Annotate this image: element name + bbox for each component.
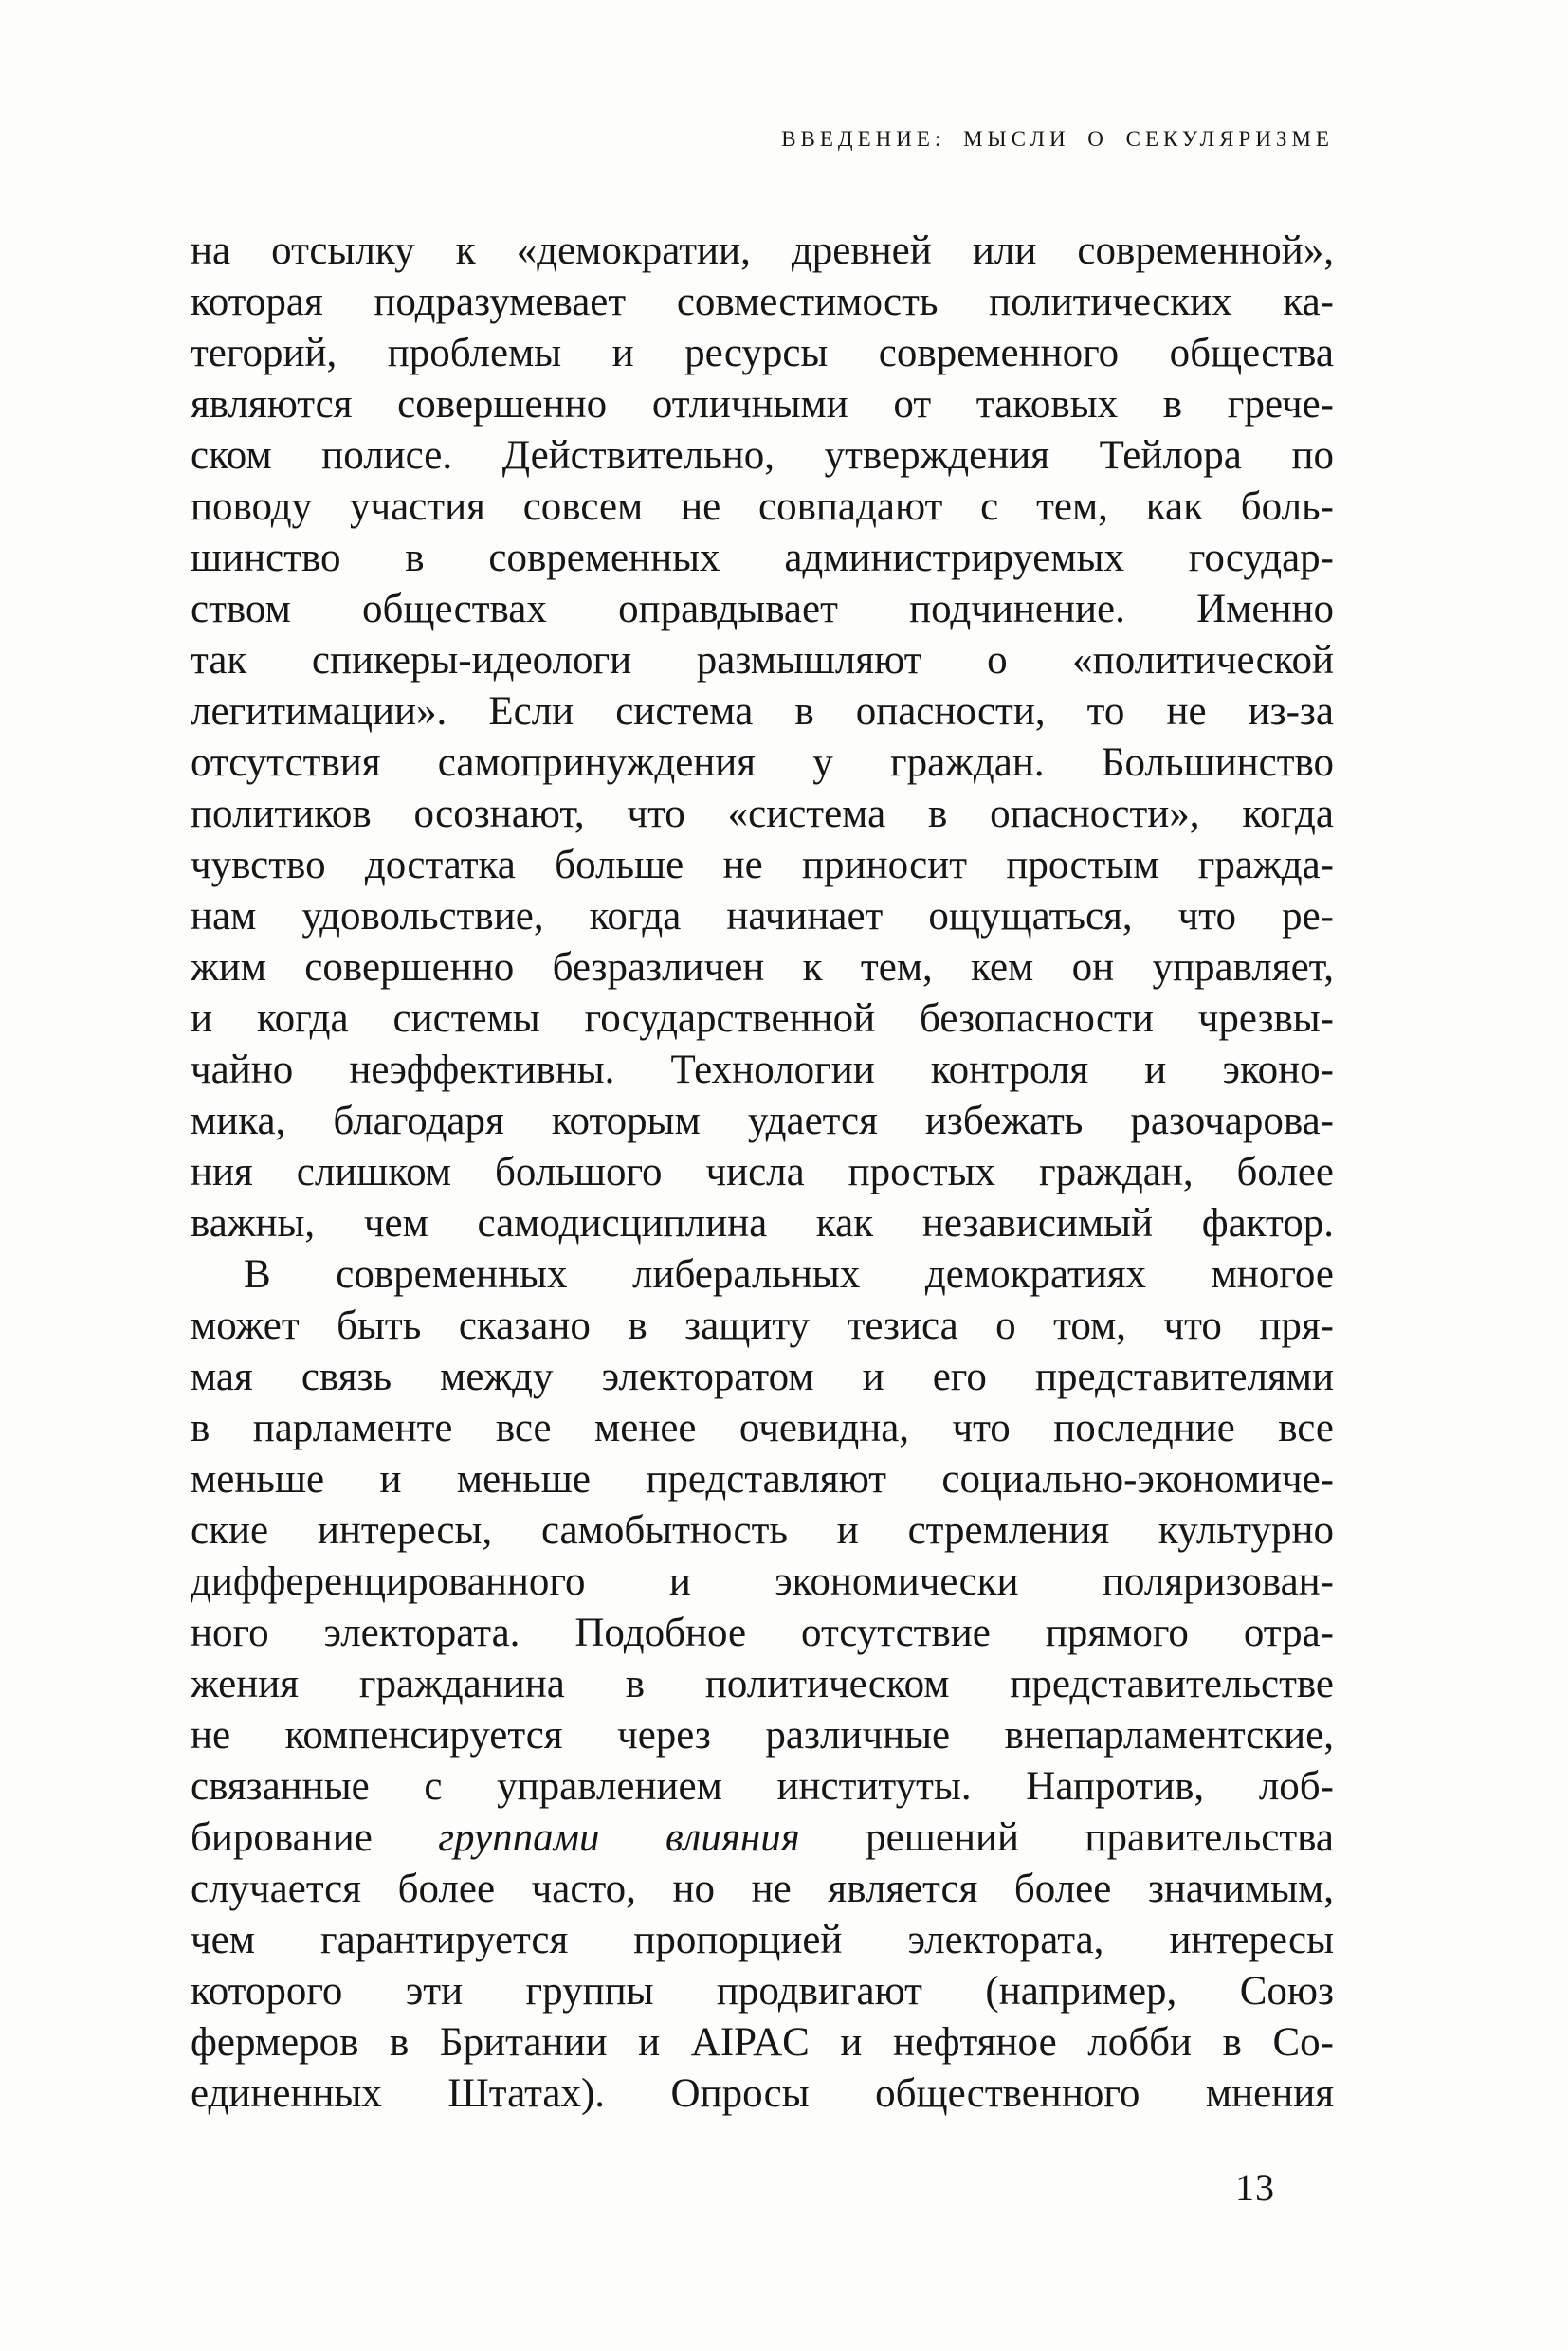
text-line <box>191 1505 1334 1557</box>
text-line <box>191 686 1334 738</box>
text-line <box>191 277 1334 328</box>
text-segment: в парламенте все менее очевидна, что последние все <box>191 1406 1334 1450</box>
text-line <box>191 2069 1334 2120</box>
text-line <box>191 1249 1334 1301</box>
text-segment: и когда системы государственной безопасности чрезвы- <box>191 996 1334 1041</box>
text-line <box>191 379 1334 430</box>
text-segment: являются совершенно отличными от таковых в грече- <box>191 382 1334 427</box>
text-line <box>191 1198 1334 1249</box>
text-segment: тегорий, проблемы и ресурсы современного общества <box>191 331 1334 375</box>
text-segment: легитимации». Если система в опасности, то не из-за <box>191 689 1334 734</box>
text-segment: мика, благодаря которым удается избежать разочарова- <box>191 1099 1334 1143</box>
text-segment: случается более часто, но не является более значимым, <box>191 1867 1334 1911</box>
text-segment: на отсылку к «демократии, древней или современной», <box>191 228 1334 273</box>
text-segment: ством обществах оправдывает подчинение. Именно <box>191 587 1334 631</box>
text-line <box>191 635 1334 686</box>
text-segment: чайно неэффективны. Технологии контроля и эконо- <box>191 1048 1334 1092</box>
text-line <box>191 1045 1334 1096</box>
text-line <box>191 584 1334 635</box>
text-segment: чем гарантируется пропорцией электората, интересы <box>191 1918 1334 1962</box>
text-segment: фермеров в Британии и AIPAC и нефтяное лобби в Со- <box>191 2020 1334 2065</box>
text-line <box>191 2017 1334 2069</box>
text-line <box>191 1403 1334 1454</box>
text-segment: связанные с управлением институты. Напротив, лоб- <box>191 1764 1334 1809</box>
text-segment: может быть сказано в защиту тезиса о том, что пря- <box>191 1303 1334 1348</box>
text-segment: так спикеры-идеологи размышляют о «политической <box>191 638 1334 683</box>
text-segment: ного электората. Подобное отсутствие прямого отра- <box>191 1611 1334 1655</box>
text-segment: поводу участия совсем не совпадают с тем, как боль- <box>191 484 1334 529</box>
body-text <box>191 226 1334 2120</box>
text-line <box>191 942 1334 993</box>
text-line <box>191 738 1334 789</box>
text-segment: решений правительства <box>799 1815 1334 1860</box>
text-segment: меньше и меньше представляют социально-экономиче- <box>191 1457 1334 1502</box>
text-segment: ском полисе. Действительно, утверждения Тейлора по <box>191 433 1334 478</box>
text-segment: мая связь между электоратом и его представителями <box>191 1355 1334 1399</box>
text-line <box>191 1352 1334 1403</box>
text-segment: дифференцированного и экономически поляризован- <box>191 1559 1334 1604</box>
text-segment: ния слишком большого числа простых граждан, более <box>191 1150 1334 1194</box>
text-line <box>191 482 1334 533</box>
text-segment: которая подразумевает совместимость политических ка- <box>191 280 1334 324</box>
text-segment: политиков осознают, что «система в опасности», когда <box>191 792 1334 836</box>
text-segment: не компенсируется через различные внепарламентские, <box>191 1713 1334 1758</box>
text-segment: шинство в современных администрируемых государ- <box>191 536 1334 580</box>
text-line <box>191 1710 1334 1761</box>
text-line <box>191 1147 1334 1198</box>
text-segment: отсутствия самопринуждения у граждан. Большинство <box>191 740 1334 785</box>
text-line <box>191 1301 1334 1352</box>
text-line <box>191 891 1334 942</box>
text-line <box>191 1864 1334 1915</box>
text-line <box>191 840 1334 891</box>
running-header: ВВЕДЕНИЕ: МЫСЛИ О СЕКУЛЯРИЗМЕ <box>781 127 1334 151</box>
text-line <box>191 1966 1334 2017</box>
text-segment: жения гражданина в политическом представительстве <box>191 1662 1334 1706</box>
text-line <box>191 328 1334 379</box>
text-segment: единенных Штатах). Опросы общественного мнения <box>191 2071 1334 2116</box>
text-segment: В современных либеральных демократиях многое <box>244 1252 1334 1297</box>
text-line <box>191 1813 1334 1864</box>
emphasis-text: группами влияния <box>438 1815 800 1860</box>
text-line <box>191 533 1334 584</box>
text-segment: которого эти группы продвигают (например, Союз <box>191 1969 1334 2014</box>
text-line <box>191 1915 1334 1966</box>
text-line <box>191 1608 1334 1659</box>
text-segment: жим совершенно безразличен к тем, кем он управляет, <box>191 945 1334 990</box>
text-segment: важны, чем самодисциплина как независимый фактор. <box>191 1201 1334 1246</box>
text-line <box>191 1096 1334 1147</box>
text-line <box>191 1454 1334 1505</box>
text-segment: чувство достатка больше не приносит простым гражда- <box>191 843 1334 887</box>
text-line <box>191 1761 1334 1813</box>
text-line <box>191 1659 1334 1710</box>
page-number: 13 <box>1235 2166 1275 2209</box>
text-line <box>191 1557 1334 1608</box>
text-segment: ские интересы, самобытность и стремления культурно <box>191 1508 1334 1553</box>
text-line <box>191 993 1334 1045</box>
text-segment: бирование <box>191 1815 439 1860</box>
text-segment: нам удовольствие, когда начинает ощущаться, что ре- <box>191 894 1334 939</box>
text-line <box>191 789 1334 840</box>
text-line <box>191 430 1334 482</box>
text-line <box>191 226 1334 277</box>
